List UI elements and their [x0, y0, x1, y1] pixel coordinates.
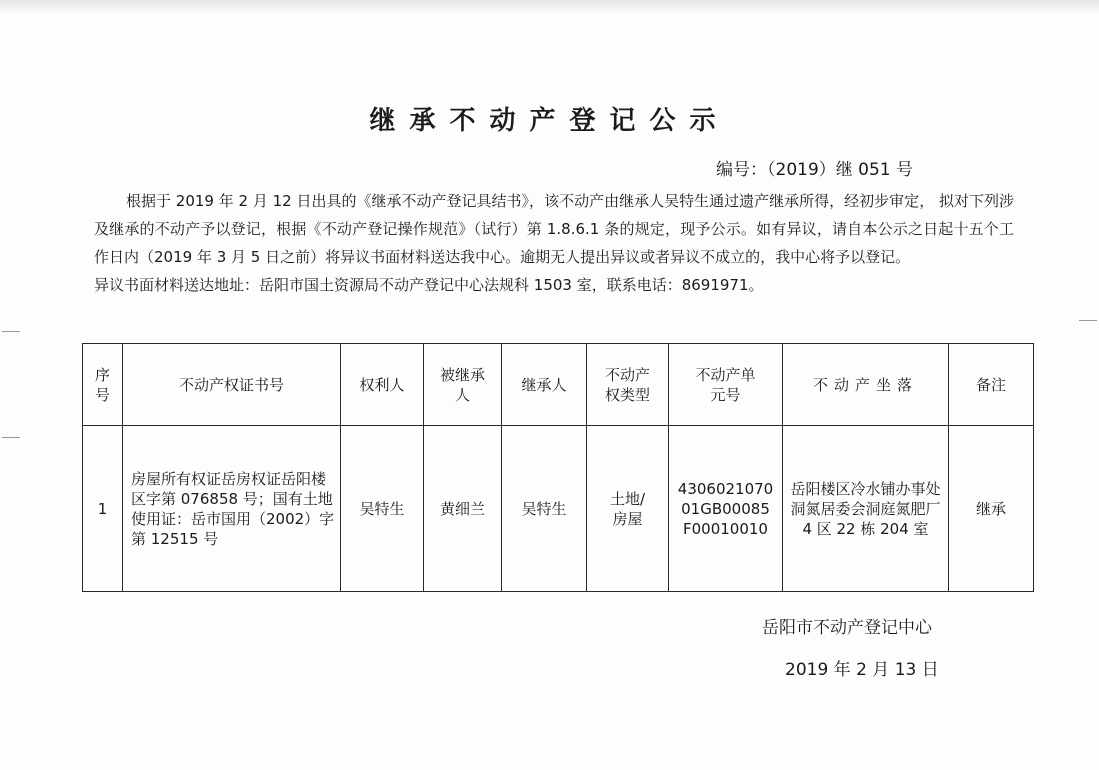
property-table [82, 343, 1034, 592]
scan-mark-right [1079, 320, 1097, 321]
cell-seq: 1 [83, 426, 123, 592]
document-number: 编号：（2019）继 051 号 [716, 160, 914, 180]
header-seq: 序号 [83, 344, 123, 426]
header-cert-no: 不动产权证书号 [123, 344, 341, 426]
cell-right-type: 土地/房屋 [587, 426, 669, 592]
header-decedent: 被继承人 [424, 344, 502, 426]
cell-decedent: 黄细兰 [424, 426, 502, 592]
cell-cert-no: 房屋所有权证岳房权证岳阳楼区字第 076858 号；国有土地使用证：岳市国用（2002）字第 12515 号 [123, 426, 341, 592]
cell-heir: 吴特生 [502, 426, 587, 592]
cell-unit-no: 430602107001GB00085F00010010 [669, 426, 783, 592]
cell-obligee: 吴特生 [341, 426, 424, 592]
header-obligee: 权利人 [341, 344, 424, 426]
header-right-type: 不动产权类型 [587, 344, 669, 426]
document-title: 继承不动产登记公示 [369, 106, 730, 136]
table-header-row [83, 344, 1034, 426]
header-heir: 继承人 [502, 344, 587, 426]
header-remarks: 备注 [949, 344, 1034, 426]
objection-address: 异议书面材料送达地址：岳阳市国土资源局不动产登记中心法规科 1503 室，联系电话：8691971。 [94, 276, 764, 294]
header-location: 不动产坐落 [783, 344, 949, 426]
scan-edge-shadow [0, 0, 1099, 14]
header-unit-no: 不动产单元号 [669, 344, 783, 426]
cell-location: 岳阳楼区冷水铺办事处洞氮居委会洞庭氮肥厂4 区 22 栋 204 室 [783, 426, 949, 592]
issue-date: 2019 年 2 月 13 日 [785, 660, 939, 680]
cell-remarks: 继承 [949, 426, 1034, 592]
issuing-organization: 岳阳市不动产登记中心 [762, 618, 932, 638]
scan-mark-left [2, 331, 20, 332]
scan-mark-left-2 [2, 437, 20, 438]
notice-paragraph: 根据于 2019 年 2 月 12 日出具的《继承不动产登记具结书》，该不动产由继承人吴特生通过遗产继承所得，经初步审定， 拟对下列涉及继承的不动产予以登记，根据《不动产登记操作规范》（试行）第 1.8.6.1 条的规定，现予公示。如有异议，请自本公示之日起十五个工作日内（2019 年 3 月 5 日之前）将异议书面材料送达我中心。逾期无人提出异议或者异议不成立的，我中心将予以登记。 [94, 192, 1014, 266]
table-row [83, 426, 1034, 592]
notice-body [94, 187, 1014, 299]
